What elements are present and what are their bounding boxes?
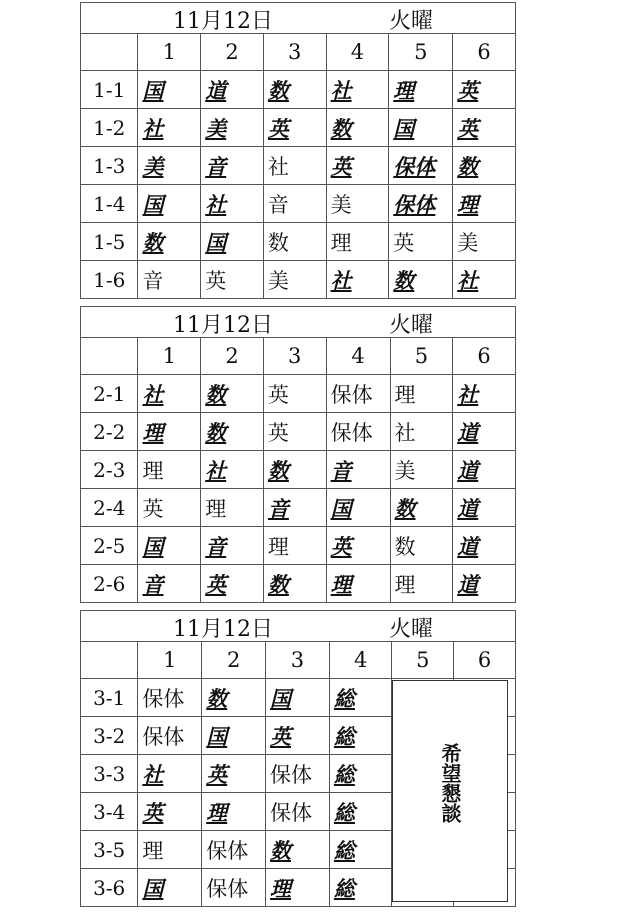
subject: 保体 [270, 800, 313, 825]
date-header [81, 611, 516, 642]
changed-subject: 数 [267, 457, 289, 483]
subject-cell [138, 793, 202, 831]
timetable-grade-2 [80, 306, 516, 603]
changed-subject: 音 [267, 495, 289, 521]
subject-cell [201, 223, 264, 261]
changed-subject: 理 [457, 191, 479, 217]
subject: 社 [267, 154, 289, 179]
subject-cell [389, 261, 453, 299]
date-label: 11月12日 [173, 617, 273, 642]
subject-cell [263, 71, 326, 109]
subject-cell [138, 679, 202, 717]
subject: 音 [142, 268, 164, 293]
subject: 理 [142, 458, 164, 483]
changed-subject: 社 [457, 267, 479, 293]
subject-cell [326, 71, 389, 109]
period-number: 2 [201, 338, 264, 375]
changed-subject: 社 [142, 381, 164, 407]
changed-subject: 総 [333, 685, 355, 711]
corner-cell [81, 34, 138, 71]
subject-cell [389, 185, 453, 223]
class-label: 2-3 [81, 451, 138, 489]
date-label: 11月12日 [173, 9, 273, 34]
weekday-label: 火曜 [389, 617, 434, 642]
subject-cell [453, 527, 516, 565]
class-label: 1-3 [81, 147, 138, 185]
changed-subject: 社 [330, 267, 352, 293]
subject: 英 [267, 420, 289, 445]
subject-cell [329, 679, 392, 717]
changed-subject: 理 [330, 571, 352, 597]
subject-cell [138, 147, 201, 185]
subject: 英 [142, 496, 164, 521]
subject-cell [326, 375, 390, 413]
changed-subject: 理 [142, 419, 164, 445]
subject: 保体 [142, 686, 185, 711]
class-label: 3-4 [81, 793, 138, 831]
class-row [81, 413, 516, 451]
subject-cell [263, 451, 326, 489]
subject-cell [201, 527, 264, 565]
subject-cell [138, 375, 201, 413]
changed-subject: 英 [330, 153, 352, 179]
subject: 保体 [330, 420, 373, 445]
class-row [81, 527, 516, 565]
period-number: 3 [263, 338, 326, 375]
class-label: 2-1 [81, 375, 138, 413]
class-label: 2-6 [81, 565, 138, 603]
subject-cell [263, 489, 326, 527]
subject-cell [453, 109, 516, 147]
subject: 理 [205, 496, 227, 521]
class-label: 1-5 [81, 223, 138, 261]
changed-subject: 美 [205, 115, 227, 141]
period-number: 5 [390, 338, 453, 375]
changed-subject: 数 [457, 153, 479, 179]
subject-cell [453, 71, 516, 109]
period-number: 2 [202, 642, 266, 679]
subject: 英 [267, 382, 289, 407]
subject-cell [326, 451, 390, 489]
class-row [81, 109, 516, 147]
subject-cell [390, 565, 453, 603]
subject-cell [326, 565, 390, 603]
subject-cell [263, 223, 326, 261]
subject-cell [329, 831, 392, 869]
changed-subject: 数 [394, 495, 416, 521]
changed-subject: 国 [330, 495, 352, 521]
period-number: 5 [389, 34, 453, 71]
subject-cell [453, 223, 516, 261]
date-header-row [81, 3, 516, 34]
changed-subject: 数 [267, 571, 289, 597]
subject-cell [138, 527, 201, 565]
subject-cell [138, 451, 201, 489]
changed-subject: 英 [270, 723, 292, 749]
subject-cell [326, 527, 390, 565]
subject-cell [326, 261, 389, 299]
subject-cell [138, 185, 201, 223]
period-header-row [81, 642, 516, 679]
subject-cell [453, 185, 516, 223]
changed-subject: 道 [457, 533, 479, 559]
subject-cell [138, 223, 201, 261]
subject-cell [138, 261, 201, 299]
class-label: 1-4 [81, 185, 138, 223]
subject-cell [201, 451, 264, 489]
subject-cell [138, 71, 201, 109]
consultation-box [392, 680, 508, 902]
subject: 理 [394, 382, 416, 407]
changed-subject: 社 [205, 457, 227, 483]
changed-subject: 英 [206, 761, 228, 787]
subject: 音 [267, 192, 289, 217]
subject-cell [201, 413, 264, 451]
date-header-row [81, 611, 516, 642]
changed-subject: 数 [267, 77, 289, 103]
subject-cell [138, 755, 202, 793]
subject: 理 [330, 230, 352, 255]
changed-subject: 道 [457, 495, 479, 521]
changed-subject: 英 [457, 77, 479, 103]
changed-subject: 数 [270, 837, 292, 863]
period-number: 4 [329, 642, 392, 679]
subject-cell [389, 71, 453, 109]
class-row [81, 223, 516, 261]
changed-subject: 総 [333, 761, 355, 787]
period-number: 4 [326, 338, 390, 375]
class-row [81, 185, 516, 223]
changed-subject: 数 [142, 229, 164, 255]
subject-cell [389, 109, 453, 147]
subject-cell [263, 565, 326, 603]
subject: 英 [205, 268, 227, 293]
subject-cell [326, 413, 390, 451]
subject-cell [263, 147, 326, 185]
period-number: 1 [138, 34, 201, 71]
changed-subject: 国 [142, 875, 164, 901]
period-number: 6 [453, 338, 516, 375]
subject-cell [138, 489, 201, 527]
subject-cell [266, 831, 330, 869]
class-label: 3-1 [81, 679, 138, 717]
consultation-label: 希望懇談 [438, 743, 462, 823]
class-label: 3-2 [81, 717, 138, 755]
subject: 保体 [270, 762, 313, 787]
changed-subject: 社 [142, 761, 164, 787]
subject-cell [202, 679, 266, 717]
subject: 美 [267, 268, 289, 293]
class-label: 1-1 [81, 71, 138, 109]
subject-cell [390, 413, 453, 451]
subject-cell [201, 489, 264, 527]
subject-cell [266, 793, 330, 831]
changed-subject: 数 [205, 419, 227, 445]
changed-subject: 道 [205, 77, 227, 103]
subject-cell [263, 527, 326, 565]
changed-subject: 英 [330, 533, 352, 559]
changed-subject: 理 [206, 799, 228, 825]
class-row [81, 147, 516, 185]
changed-subject: 理 [270, 875, 292, 901]
subject-cell [453, 489, 516, 527]
subject-cell [453, 261, 516, 299]
subject: 美 [457, 230, 479, 255]
timetable-grade-1 [80, 2, 516, 299]
changed-subject: 国 [142, 533, 164, 559]
changed-subject: 音 [205, 153, 227, 179]
class-label: 3-3 [81, 755, 138, 793]
class-label: 3-5 [81, 831, 138, 869]
subject-cell [266, 717, 330, 755]
period-number: 2 [201, 34, 264, 71]
changed-subject: 英 [142, 799, 164, 825]
subject-cell [201, 375, 264, 413]
changed-subject: 国 [142, 191, 164, 217]
class-label: 2-2 [81, 413, 138, 451]
date-header [81, 3, 516, 34]
subject: 数 [267, 230, 289, 255]
changed-subject: 総 [333, 875, 355, 901]
changed-subject: 国 [142, 77, 164, 103]
corner-cell [81, 338, 138, 375]
subject-cell [202, 831, 266, 869]
subject: 保体 [142, 724, 185, 749]
subject-cell [138, 565, 201, 603]
subject-cell [329, 793, 392, 831]
period-number: 5 [392, 642, 454, 679]
subject-cell [453, 413, 516, 451]
changed-subject: 国 [206, 723, 228, 749]
subject-cell [326, 185, 389, 223]
subject-cell [201, 565, 264, 603]
subject: 美 [394, 458, 416, 483]
changed-subject: 道 [457, 457, 479, 483]
subject-cell [202, 793, 266, 831]
class-label: 2-4 [81, 489, 138, 527]
subject-cell [138, 717, 202, 755]
period-number: 1 [138, 338, 201, 375]
changed-subject: 数 [330, 115, 352, 141]
subject: 英 [393, 230, 415, 255]
subject-cell [263, 413, 326, 451]
period-number: 3 [263, 34, 326, 71]
changed-subject: 国 [205, 229, 227, 255]
changed-subject: 道 [457, 571, 479, 597]
subject-cell [389, 223, 453, 261]
changed-subject: 英 [267, 115, 289, 141]
subject-cell [329, 717, 392, 755]
subject-cell [453, 375, 516, 413]
changed-subject: 数 [393, 267, 415, 293]
subject-cell [390, 451, 453, 489]
subject-cell [326, 109, 389, 147]
subject-cell [326, 223, 389, 261]
changed-subject: 社 [457, 381, 479, 407]
subject-cell [201, 109, 264, 147]
class-row [81, 375, 516, 413]
subject-cell [266, 755, 330, 793]
changed-subject: 数 [205, 381, 227, 407]
changed-subject: 国 [393, 115, 415, 141]
subject-cell [329, 755, 392, 793]
changed-subject: 社 [205, 191, 227, 217]
class-label: 1-2 [81, 109, 138, 147]
period-header-row [81, 338, 516, 375]
period-number: 1 [138, 642, 202, 679]
corner-cell [81, 642, 138, 679]
changed-subject: 数 [206, 685, 228, 711]
subject: 美 [330, 192, 352, 217]
class-label: 2-5 [81, 527, 138, 565]
changed-subject: 保体 [393, 153, 436, 179]
class-label: 1-6 [81, 261, 138, 299]
subject-cell [201, 147, 264, 185]
class-row [81, 71, 516, 109]
changed-subject: 美 [142, 153, 164, 179]
subject-cell [202, 717, 266, 755]
changed-subject: 道 [457, 419, 479, 445]
changed-subject: 社 [330, 77, 352, 103]
class-label: 3-6 [81, 869, 138, 907]
weekday-label: 火曜 [389, 9, 434, 34]
changed-subject: 総 [333, 837, 355, 863]
subject: 保体 [206, 838, 249, 863]
subject-cell [326, 147, 389, 185]
subject-cell [326, 489, 390, 527]
changed-subject: 英 [205, 571, 227, 597]
subject-cell [138, 413, 201, 451]
subject-cell [202, 755, 266, 793]
changed-subject: 保体 [393, 191, 436, 217]
weekday-label: 火曜 [389, 313, 434, 338]
subject: 保体 [330, 382, 373, 407]
class-row [81, 451, 516, 489]
subject-cell [390, 527, 453, 565]
subject-cell [202, 869, 266, 907]
subject: 理 [267, 534, 289, 559]
subject: 理 [142, 838, 164, 863]
date-header-row [81, 307, 516, 338]
changed-subject: 総 [333, 799, 355, 825]
class-row [81, 261, 516, 299]
class-row [81, 489, 516, 527]
subject-cell [263, 109, 326, 147]
subject-cell [201, 261, 264, 299]
subject-cell [266, 679, 330, 717]
changed-subject: 理 [393, 77, 415, 103]
period-number: 6 [453, 34, 516, 71]
changed-subject: 総 [333, 723, 355, 749]
subject: 保体 [206, 876, 249, 901]
period-number: 4 [326, 34, 389, 71]
subject-cell [389, 147, 453, 185]
subject-cell [138, 109, 201, 147]
subject: 社 [394, 420, 416, 445]
period-number: 6 [454, 642, 516, 679]
subject-cell [390, 375, 453, 413]
subject-cell [201, 71, 264, 109]
subject-cell [263, 185, 326, 223]
subject-cell [263, 261, 326, 299]
subject-cell [263, 375, 326, 413]
changed-subject: 国 [270, 685, 292, 711]
subject-cell [138, 869, 202, 907]
period-number: 3 [266, 642, 330, 679]
date-header [81, 307, 516, 338]
subject-cell [453, 147, 516, 185]
subject: 数 [394, 534, 416, 559]
subject-cell [390, 489, 453, 527]
subject-cell [453, 565, 516, 603]
changed-subject: 音 [205, 533, 227, 559]
subject-cell [453, 451, 516, 489]
subject: 理 [394, 572, 416, 597]
changed-subject: 音 [330, 457, 352, 483]
changed-subject: 英 [457, 115, 479, 141]
subject-cell [266, 869, 330, 907]
subject-cell [138, 831, 202, 869]
subject-cell [329, 869, 392, 907]
changed-subject: 社 [142, 115, 164, 141]
class-row [81, 565, 516, 603]
date-label: 11月12日 [173, 313, 273, 338]
changed-subject: 音 [142, 571, 164, 597]
subject-cell [201, 185, 264, 223]
period-header-row [81, 34, 516, 71]
